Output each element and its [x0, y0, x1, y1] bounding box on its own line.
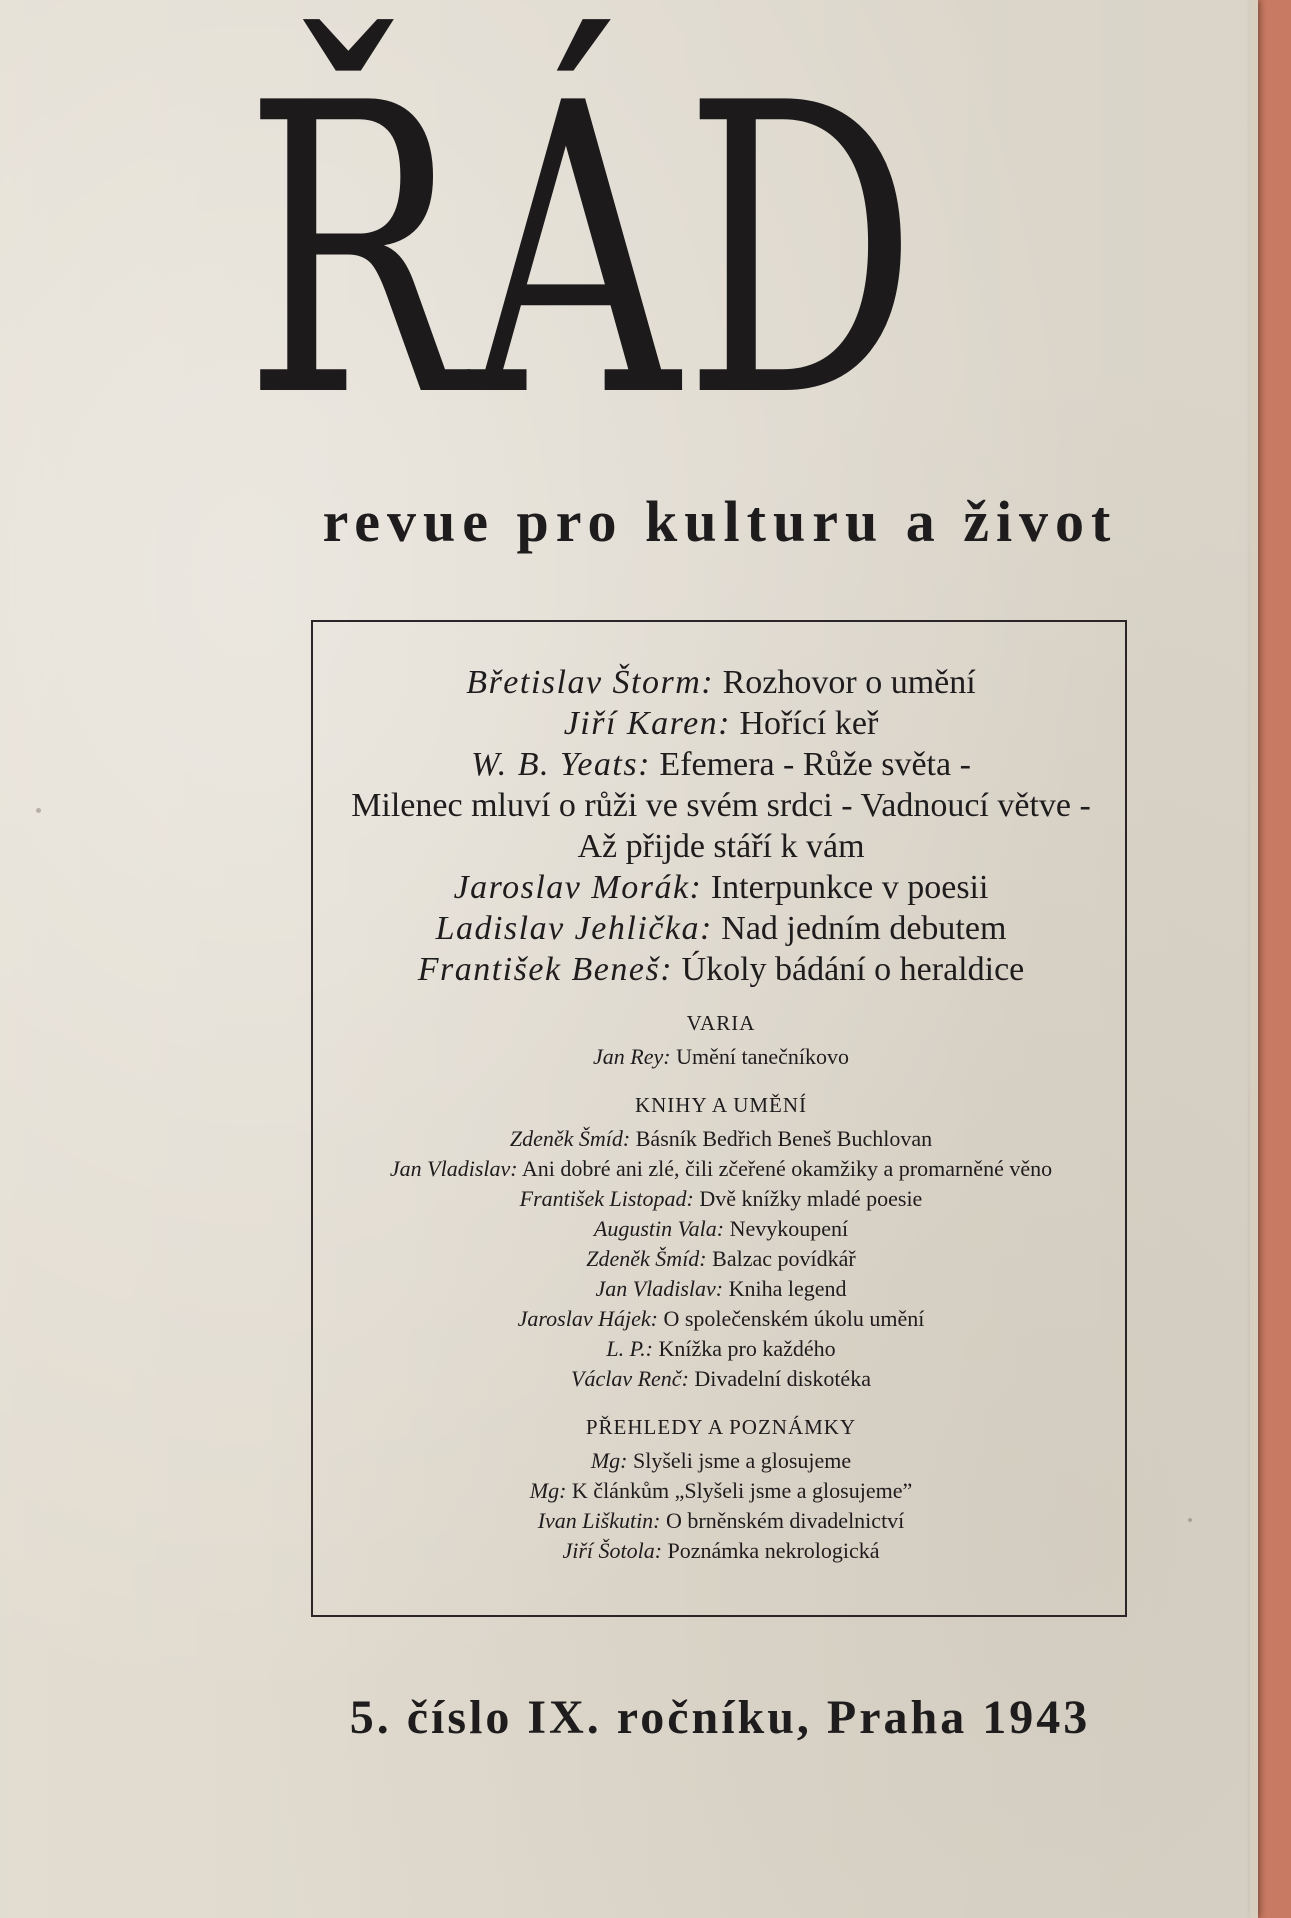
- entry-author: Zdeněk Šmíd:: [586, 1246, 707, 1271]
- contents-entry: [313, 1334, 1129, 1364]
- entry-title: Balzac povídkář: [712, 1246, 856, 1271]
- entry-author: Jan Vladislav:: [595, 1276, 724, 1301]
- masthead-title: ŘÁD: [244, 20, 923, 485]
- entry-author: Jiří Karen:: [563, 705, 731, 742]
- contents-entry: [313, 1304, 1129, 1334]
- entry-author: Břetislav Štorm:: [466, 664, 715, 701]
- contents-entry: [313, 1364, 1129, 1394]
- entry-author: Mg:: [529, 1478, 567, 1503]
- entry-author: Jiří Šotola:: [562, 1538, 663, 1563]
- issue-line: 5. číslo IX. ročníku, Praha 1943: [349, 1691, 1091, 1744]
- entry-title: Milenec mluví o růži ve svém srdci - Vadnoucí větve -: [351, 787, 1091, 824]
- entry-title: Interpunkce v poesii: [710, 869, 989, 906]
- entry-title: Slyšeli jsme a glosujeme: [633, 1448, 852, 1473]
- entry-author: W. B. Yeats:: [471, 746, 651, 783]
- entry-author: Václav Renč:: [571, 1366, 689, 1391]
- entry-title: Kniha legend: [728, 1276, 847, 1301]
- entry-author: Jan Rey:: [593, 1044, 671, 1069]
- contents-entry: [313, 1042, 1129, 1072]
- contents-entry: [313, 1274, 1129, 1304]
- entry-author: Jaroslav Hájek:: [517, 1306, 658, 1331]
- entry-title: Knížka pro každého: [658, 1336, 836, 1361]
- entry-author: František Listopad:: [519, 1186, 694, 1211]
- paper-speck: [36, 808, 41, 813]
- entry-title: Nevykoupení: [729, 1216, 849, 1241]
- section-heading-prehledy: PŘEHLEDY A POZNÁMKY: [585, 1415, 857, 1439]
- entry-author: Zdeněk Šmíd:: [509, 1126, 631, 1151]
- entry-title: Divadelní diskotéka: [694, 1366, 871, 1391]
- entry-title: Hořící keř: [739, 705, 879, 742]
- paper-speck: [1188, 1518, 1192, 1522]
- entry-author: Mg:: [590, 1448, 628, 1473]
- entry-title: Úkoly bádání o heraldice: [681, 951, 1025, 988]
- page-edge: [1250, 0, 1258, 1918]
- entry-author: Ladislav Jehlička:: [435, 910, 713, 947]
- entry-title: K článkům „Slyšeli jsme a glosujeme”: [571, 1478, 913, 1503]
- entry-title: Dvě knížky mladé poesie: [699, 1186, 923, 1211]
- contents-entry: [313, 1476, 1129, 1506]
- contents-entry: [313, 1506, 1129, 1536]
- entry-author: František Beneš:: [417, 951, 674, 988]
- entry-title: Poznámka nekrologická: [667, 1538, 880, 1563]
- entry-title: O brněnském divadelnictví: [666, 1508, 905, 1533]
- contents-entry: [313, 908, 1129, 949]
- contents-entry: [313, 949, 1129, 990]
- contents-entry-continued: [313, 826, 1129, 867]
- contents-entry: [313, 744, 1129, 785]
- entry-title: Umění tanečníkovo: [676, 1044, 849, 1069]
- contents-entry: [313, 1244, 1129, 1274]
- entry-title: O společenském úkolu umění: [663, 1306, 925, 1331]
- entry-title: Efemera - Růže světa -: [659, 746, 971, 783]
- contents-entry-continued: [313, 785, 1129, 826]
- entry-author: Augustin Vala:: [593, 1216, 725, 1241]
- contents-entry: [313, 703, 1129, 744]
- entry-title: Až přijde stáří k vám: [577, 828, 865, 865]
- contents-entry: [313, 1154, 1129, 1184]
- entry-title: Nad jedním debutem: [721, 910, 1007, 947]
- contents-entry: [313, 662, 1129, 703]
- entry-author: Jan Vladislav:: [389, 1156, 518, 1181]
- masthead-subtitle: revue pro kulturu a život: [322, 489, 1118, 554]
- contents-entry: [313, 867, 1129, 908]
- entry-title: Ani dobré ani zlé, čili zčeřené okamžiky a promarněné věno: [521, 1156, 1053, 1181]
- contents-entry: [313, 1214, 1129, 1244]
- table-of-contents: [311, 620, 1127, 1617]
- section-heading-varia: VARIA: [686, 1011, 756, 1035]
- entry-author: Ivan Liškutin:: [537, 1508, 661, 1533]
- entry-title: Rozhovor o umění: [722, 664, 976, 701]
- entry-author: Jaroslav Morák:: [453, 869, 703, 906]
- contents-entry: [313, 1446, 1129, 1476]
- contents-entry: [313, 1536, 1129, 1566]
- entry-title: Básník Bedřich Beneš Buchlovan: [635, 1126, 933, 1151]
- entry-author: L. P.:: [606, 1336, 653, 1361]
- section-heading-knihy: KNIHY A UMĚNÍ: [634, 1093, 808, 1117]
- contents-entry: [313, 1184, 1129, 1214]
- contents-entry: [313, 1124, 1129, 1154]
- contents-list: [313, 662, 1129, 1566]
